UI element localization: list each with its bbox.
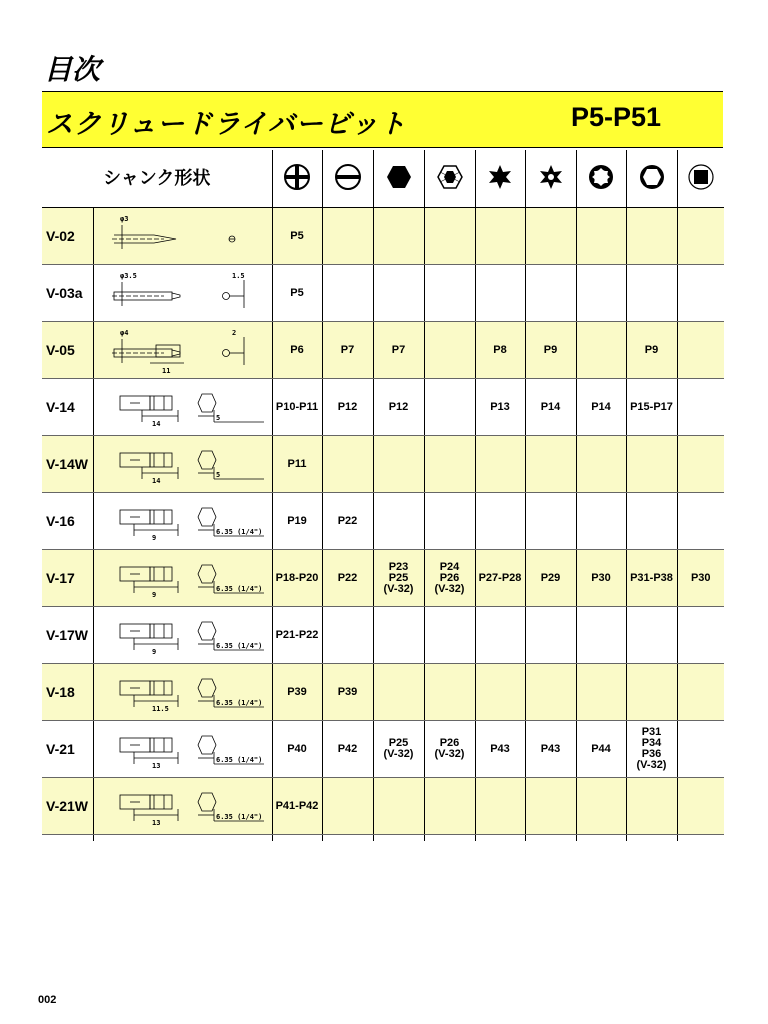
page-ref-hex-socket xyxy=(424,493,475,550)
page-ref-torx-plus xyxy=(576,607,626,664)
page-ref-torx-plus[interactable]: P44 xyxy=(576,721,626,778)
page-ref-slotted xyxy=(322,607,373,664)
hex-across-flats-label: 5 xyxy=(215,471,220,479)
page-ref-hex-socket xyxy=(424,436,475,493)
shank-drawing xyxy=(93,208,272,265)
shank-length-label: 13 xyxy=(151,819,160,827)
page-ref-torx xyxy=(475,607,525,664)
page-ref-torx xyxy=(475,436,525,493)
torx-plus-icon xyxy=(576,150,626,208)
shank-header: シャンク形状 xyxy=(42,150,272,208)
page-ref-torx[interactable]: P43 xyxy=(475,721,525,778)
tip-width-label: 1.5 xyxy=(231,272,245,280)
shank-length-label: 9 xyxy=(151,591,156,599)
page-ref-torx-tamper xyxy=(525,664,576,721)
page-ref-torx-plus xyxy=(576,778,626,835)
phillips-icon xyxy=(272,150,322,208)
page-ref-torx xyxy=(475,664,525,721)
bit-row-v-17 xyxy=(42,550,724,607)
page-ref-phillips[interactable]: P11 xyxy=(272,436,322,493)
page-ref-hex-socket[interactable]: P24 P26 (V-32) xyxy=(424,550,475,607)
page-ref-torx-plus xyxy=(576,664,626,721)
hex-across-flats-label: 6.35 (1/4") xyxy=(215,699,262,707)
shank-length-label: 9 xyxy=(151,648,156,656)
page-ref-square xyxy=(677,493,724,550)
bit-row-v-14 xyxy=(42,379,724,436)
bit-code[interactable]: V-03a xyxy=(42,265,93,322)
page-ref-hex-solid[interactable]: P7 xyxy=(373,322,424,379)
page-ref-hex-solid xyxy=(373,208,424,265)
shank-drawing xyxy=(93,721,272,778)
page-ref-hex-outline xyxy=(626,664,677,721)
page-ref-square xyxy=(677,322,724,379)
page-ref-torx-tamper[interactable]: P14 xyxy=(525,379,576,436)
page-ref-hex-outline xyxy=(626,607,677,664)
hex-outline-icon xyxy=(626,150,677,208)
page-ref-torx-plus xyxy=(576,322,626,379)
page-ref-slotted[interactable]: P42 xyxy=(322,721,373,778)
page-ref-square xyxy=(677,379,724,436)
page-ref-phillips[interactable]: P41-P42 xyxy=(272,778,322,835)
page-ref-hex-socket xyxy=(424,208,475,265)
tip-width-label: 2 xyxy=(231,329,236,337)
bit-row-v-14w xyxy=(42,436,724,493)
page-ref-square xyxy=(677,436,724,493)
shank-drawing xyxy=(93,664,272,721)
page-ref-hex-outline xyxy=(626,436,677,493)
page-ref-slotted[interactable]: P39 xyxy=(322,664,373,721)
bit-code[interactable]: V-17 xyxy=(42,550,93,607)
page-ref-torx-tamper xyxy=(525,208,576,265)
page-ref-torx[interactable]: P13 xyxy=(475,379,525,436)
page-ref-hex-outline xyxy=(626,265,677,322)
bit-index-table xyxy=(42,150,724,841)
page-ref-phillips[interactable]: P21-P22 xyxy=(272,607,322,664)
page-ref-square xyxy=(677,607,724,664)
hex-across-flats-label: 6.35 (1/4") xyxy=(215,813,262,821)
page-ref-hex-socket xyxy=(424,265,475,322)
page-ref-slotted[interactable]: P12 xyxy=(322,379,373,436)
bit-code[interactable]: V-17W xyxy=(42,607,93,664)
page-ref-torx-plus xyxy=(576,493,626,550)
toc-title: 目次 xyxy=(44,53,101,86)
page-ref-torx-tamper[interactable]: P29 xyxy=(525,550,576,607)
bit-code[interactable]: V-05 xyxy=(42,322,93,379)
shank-length-label: 11 xyxy=(161,367,170,375)
page-ref-square xyxy=(677,721,724,778)
page-number: 002 xyxy=(38,994,57,1006)
shank-diameter-label: φ4 xyxy=(119,329,128,337)
page-ref-torx xyxy=(475,778,525,835)
page-ref-slotted[interactable]: P7 xyxy=(322,322,373,379)
page-ref-torx-tamper[interactable]: P43 xyxy=(525,721,576,778)
page-ref-hex-solid xyxy=(373,265,424,322)
hex-solid-icon xyxy=(373,150,424,208)
page-ref-hex-solid xyxy=(373,436,424,493)
page-ref-slotted xyxy=(322,208,373,265)
shank-drawing xyxy=(93,778,272,835)
shank-length-label: 11.5 xyxy=(151,705,169,713)
hex-across-flats-label: 6.35 (1/4") xyxy=(215,528,262,536)
page-ref-hex-solid[interactable]: P25 (V-32) xyxy=(373,721,424,778)
page-ref-torx xyxy=(475,493,525,550)
page-ref-hex-outline xyxy=(626,208,677,265)
page-ref-hex-outline[interactable]: P15-P17 xyxy=(626,379,677,436)
page-ref-hex-socket xyxy=(424,379,475,436)
page-ref-hex-socket xyxy=(424,664,475,721)
page-ref-hex-outline xyxy=(626,493,677,550)
shank-drawing xyxy=(93,436,272,493)
shank-length-label: 14 xyxy=(151,477,160,485)
page-ref-slotted xyxy=(322,436,373,493)
table-tail-row xyxy=(42,835,724,842)
page-ref-slotted xyxy=(322,265,373,322)
bit-row-v-18 xyxy=(42,664,724,721)
bit-code[interactable]: V-16 xyxy=(42,493,93,550)
bit-code[interactable]: V-21 xyxy=(42,721,93,778)
page-ref-torx xyxy=(475,208,525,265)
page-ref-torx-tamper xyxy=(525,493,576,550)
page-ref-hex-outline[interactable]: P31 P34 P36 (V-32) xyxy=(626,721,677,778)
page-ref-square[interactable]: P30 xyxy=(677,550,724,607)
page-ref-hex-outline[interactable]: P9 xyxy=(626,322,677,379)
page-ref-hex-solid[interactable]: P23 P25 (V-32) xyxy=(373,550,424,607)
hex-socket-icon xyxy=(424,150,475,208)
page-ref-hex-socket xyxy=(424,607,475,664)
page-ref-square xyxy=(677,778,724,835)
bit-row-v-16 xyxy=(42,493,724,550)
section-title: スクリュードライバービット xyxy=(46,109,407,140)
page-ref-hex-socket xyxy=(424,322,475,379)
page-ref-torx xyxy=(475,265,525,322)
bit-row-v-21w xyxy=(42,778,724,835)
page-ref-torx-tamper[interactable]: P9 xyxy=(525,322,576,379)
page-ref-phillips[interactable]: P18-P20 xyxy=(272,550,322,607)
bit-code[interactable]: V-18 xyxy=(42,664,93,721)
page-ref-torx[interactable]: P8 xyxy=(475,322,525,379)
page-ref-torx-plus[interactable]: P30 xyxy=(576,550,626,607)
shank-drawing xyxy=(93,493,272,550)
section-banner xyxy=(42,91,723,148)
bit-row-v-17w xyxy=(42,607,724,664)
page-ref-slotted xyxy=(322,778,373,835)
page-ref-hex-solid xyxy=(373,607,424,664)
page-ref-hex-solid[interactable]: P12 xyxy=(373,379,424,436)
page-ref-square xyxy=(677,208,724,265)
page-ref-phillips[interactable]: P39 xyxy=(272,664,322,721)
shank-drawing xyxy=(93,322,272,379)
page-ref-torx[interactable]: P27-P28 xyxy=(475,550,525,607)
page-ref-hex-outline xyxy=(626,778,677,835)
page-ref-square xyxy=(677,265,724,322)
bit-row-v-05 xyxy=(42,322,724,379)
shank-diameter-label: φ3.5 xyxy=(119,272,137,280)
page-ref-phillips[interactable]: P19 xyxy=(272,493,322,550)
page-ref-slotted[interactable]: P22 xyxy=(322,493,373,550)
bit-row-v-21 xyxy=(42,721,724,778)
page-ref-hex-solid xyxy=(373,493,424,550)
page-ref-hex-socket xyxy=(424,778,475,835)
page-ref-hex-solid xyxy=(373,778,424,835)
page-ref-torx-plus xyxy=(576,265,626,322)
page-ref-torx-tamper xyxy=(525,265,576,322)
square-icon xyxy=(677,150,724,208)
bit-code[interactable]: V-14 xyxy=(42,379,93,436)
page-ref-hex-outline[interactable]: P31-P38 xyxy=(626,550,677,607)
slotted-icon xyxy=(322,150,373,208)
page-ref-torx-tamper xyxy=(525,436,576,493)
shank-length-label: 14 xyxy=(151,420,160,428)
bit-code[interactable]: V-14W xyxy=(42,436,93,493)
hex-across-flats-label: 6.35 (1/4") xyxy=(215,642,262,650)
page-ref-phillips[interactable]: P10-P11 xyxy=(272,379,322,436)
shank-drawing xyxy=(93,607,272,664)
shank-diameter-label: φ3 xyxy=(119,215,128,223)
shank-length-label: 13 xyxy=(151,762,160,770)
bit-row-v-02 xyxy=(42,208,724,265)
shank-length-label: 9 xyxy=(151,534,156,542)
page-ref-phillips[interactable]: P5 xyxy=(272,208,322,265)
page-ref-phillips[interactable]: P40 xyxy=(272,721,322,778)
page-ref-phillips[interactable]: P5 xyxy=(272,265,322,322)
torx-icon xyxy=(475,150,525,208)
page-ref-hex-socket[interactable]: P26 (V-32) xyxy=(424,721,475,778)
bit-code[interactable]: V-21W xyxy=(42,778,93,835)
page-ref-phillips[interactable]: P6 xyxy=(272,322,322,379)
bit-code[interactable]: V-02 xyxy=(42,208,93,265)
shank-drawing xyxy=(93,379,272,436)
page-ref-torx-tamper xyxy=(525,778,576,835)
section-page-range: P5-P51 xyxy=(570,102,661,132)
page-ref-torx-plus xyxy=(576,208,626,265)
shank-drawing xyxy=(93,550,272,607)
shank-drawing xyxy=(93,265,272,322)
hex-across-flats-label: 5 xyxy=(215,414,220,422)
hex-across-flats-label: 6.35 (1/4") xyxy=(215,756,262,764)
page-ref-torx-tamper xyxy=(525,607,576,664)
page-ref-slotted[interactable]: P22 xyxy=(322,550,373,607)
page-ref-torx-plus[interactable]: P14 xyxy=(576,379,626,436)
page-ref-torx-plus xyxy=(576,436,626,493)
bit-row-v-03a xyxy=(42,265,724,322)
page-ref-square xyxy=(677,664,724,721)
hex-across-flats-label: 6.35 (1/4") xyxy=(215,585,262,593)
header-row xyxy=(42,150,724,208)
torx-tamper-icon xyxy=(525,150,576,208)
page-ref-hex-solid xyxy=(373,664,424,721)
